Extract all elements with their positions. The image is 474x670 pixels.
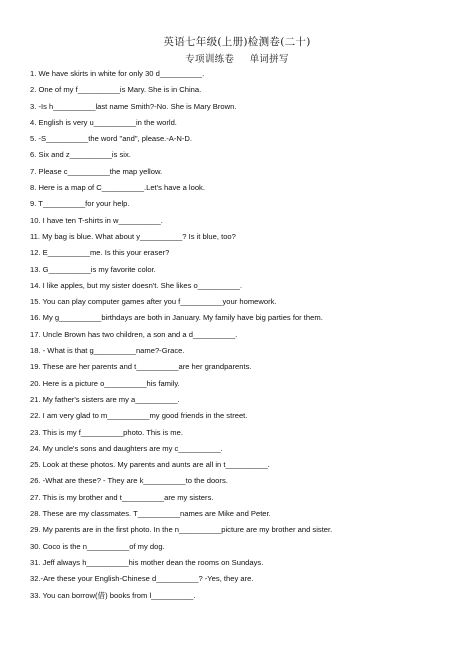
question-item: 1. We have skirts in white for only 30 d__________.: [30, 69, 205, 78]
question-item: 6. Six and z__________is six.: [30, 150, 131, 160]
subtitle-section: 专项训练卷: [185, 54, 235, 65]
question-item: 9. T__________for your help.: [30, 199, 130, 209]
worksheet-title: 英语七年级(上册)检测卷(二十): [163, 36, 311, 48]
question-item: 2. One of my f__________is Mary. She is in China.: [30, 85, 202, 95]
question-item: 14. I like apples, but my sister doesn't. She likes o__________.: [30, 280, 243, 290]
question-item: 20. Here is a picture o__________his family.: [30, 378, 180, 388]
question-item: 32.-Are these your English-Chinese d__________? -Yes, they are.: [30, 574, 254, 584]
question-item: 15. You can play computer games after you f__________your homework.: [30, 297, 277, 307]
question-item: 10. I have ten T-shirts in w__________.: [30, 215, 163, 225]
question-item: 25. Look at these photos. My parents and aunts are all in t__________.: [30, 460, 270, 470]
question-item: 18. - What is that g__________name?-Grace.: [30, 346, 185, 356]
question-item: 17. Uncle Brown has two children, a son and a d__________.: [30, 329, 238, 339]
question-item: 33. You can borrow(借) books from l__________.: [30, 590, 196, 600]
question-item: 30. Coco is the n__________of my dog.: [30, 541, 165, 551]
question-item: 11. My bag is blue. What about y__________? Is it blue, too?: [30, 231, 236, 241]
question-item: 29. My parents are in the first photo. In the n__________picture are my brother and sister.: [30, 525, 333, 535]
question-item: 22. I am very glad to m__________my good friends in the street.: [30, 411, 248, 421]
question-item: 26. -What are these? - They are k__________to the doors.: [30, 476, 228, 486]
question-item: 16. My g__________birthdays are both in January. My family have big parties for them.: [30, 313, 323, 323]
question-item: 4. English is very u__________in the world.: [30, 117, 177, 127]
question-item: 23. This is my f__________photo. This is me.: [30, 427, 183, 437]
question-item: 28. These are my classmates. T__________names are Mike and Peter.: [30, 509, 271, 519]
question-item: 24. My uncle's sons and daughters are my c__________.: [30, 443, 223, 453]
question-item: 7. Please c__________the map yellow.: [30, 166, 163, 176]
question-item: 21. My father's sisters are my a__________.: [30, 394, 180, 404]
question-item: 12. E__________me. Is this your eraser?: [30, 248, 170, 258]
question-item: 13. G__________is my favorite color.: [30, 264, 156, 274]
subtitle-type: 单词拼写: [249, 54, 289, 65]
question-item: 27. This is my brother and t__________are my sisters.: [30, 492, 214, 502]
question-item: 3. -Is h__________last name Smith?-No. She is Mary Brown.: [30, 101, 237, 111]
worksheet-subtitle: [0, 51, 474, 65]
question-item: 8. Here is a map of C__________.Let's have a look.: [30, 183, 205, 193]
question-item: 31. Jeff always h__________his mother dean the rooms on Sundays.: [30, 557, 264, 567]
question-item: 19. These are her parents and t__________are her grandparents.: [30, 362, 252, 372]
question-item: 5. -S__________the word "and", please.-A-N-D.: [30, 134, 193, 144]
question-list: [30, 66, 460, 604]
